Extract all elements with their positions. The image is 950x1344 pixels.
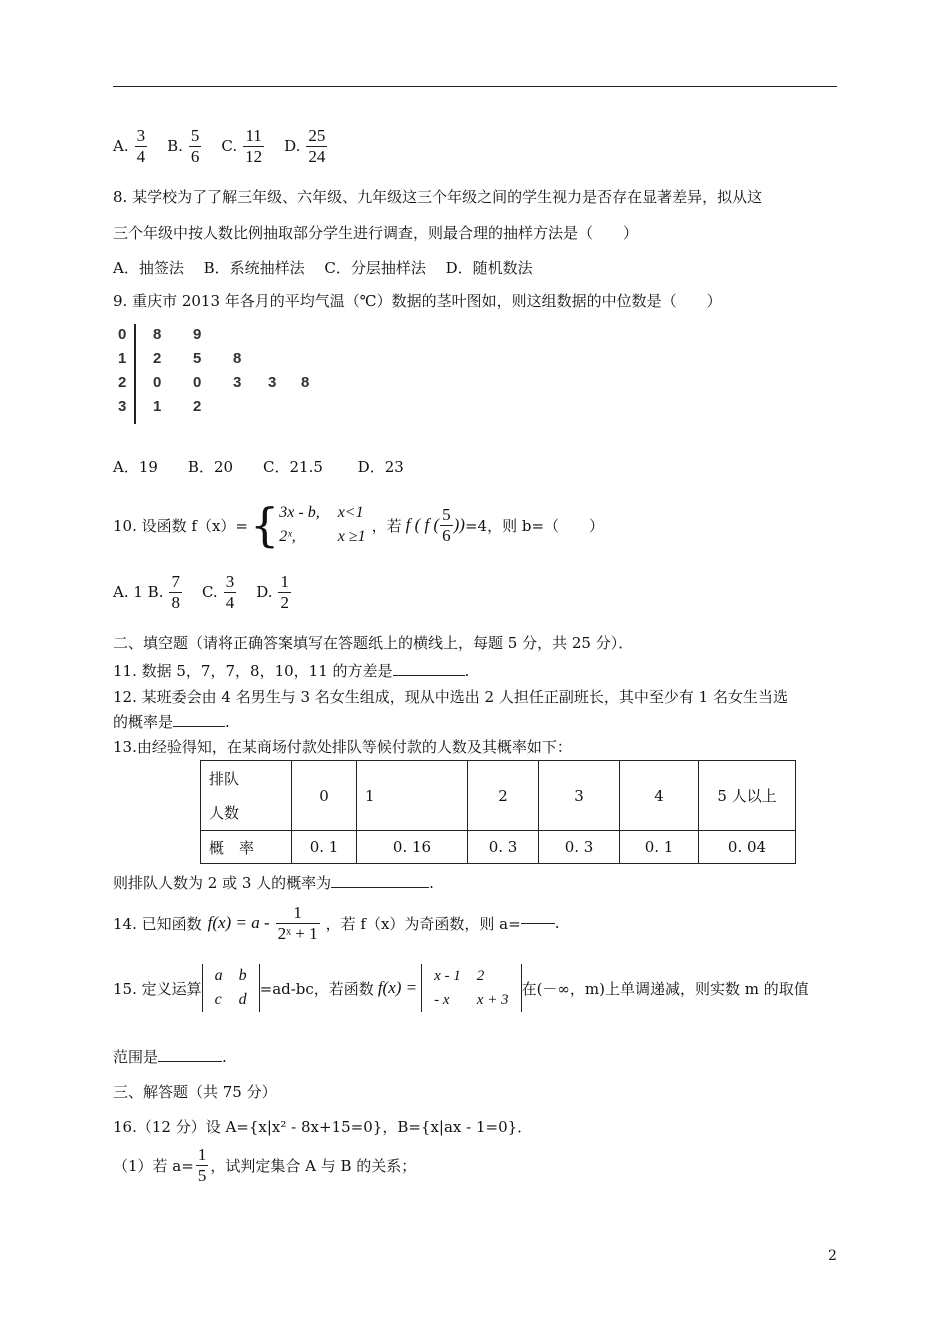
table-cell: 3: [539, 761, 620, 831]
q10-suffix: =4，则 b=（ ）: [464, 516, 605, 535]
q9-options: A．19 B．20 C．21.5 D．23: [113, 458, 404, 476]
leaf-value: 8: [233, 350, 242, 367]
q13-after: [113, 872, 434, 893]
header-count: 排队 人数: [201, 761, 292, 831]
q15-line2-text: 范围是: [113, 1048, 159, 1066]
q10-frac-c: $\frac{3}{4}$: [225, 572, 235, 612]
section3-heading: 三、解答题（共 75 分）: [113, 1083, 277, 1101]
table-cell: 0: [292, 761, 357, 831]
q10-frac-d: $\frac{1}{2}$: [280, 572, 289, 612]
q8-line2: 三个年级中按人数比例抽取部分学生进行调查，则最合理的抽样方法是（ ）: [113, 224, 639, 242]
q14-blank: [521, 923, 555, 924]
leaf-value: 8: [153, 326, 162, 343]
table-cell: 0. 3: [539, 831, 620, 864]
q11-end: .: [464, 662, 470, 680]
stem-value: 0: [118, 326, 127, 343]
table-cell: 0. 3: [468, 831, 539, 864]
q12-end: .: [225, 713, 230, 731]
leaf-value: 0: [193, 374, 202, 391]
q10-ff-frac: $\frac{5}{6}$: [442, 504, 451, 545]
case2-expr: 2ˣ,: [279, 528, 296, 545]
q12-text: 的概率是: [113, 713, 174, 731]
q14-end: .: [554, 914, 560, 932]
table-cell: 0. 1: [620, 831, 699, 864]
q15-mid: =ad-bc，若函数: [259, 979, 374, 998]
q13-text: 13.由经验得知，在某商场付款处排队等候付款的人数及其概率如下：: [113, 738, 572, 756]
q12-line2: [113, 711, 230, 732]
q10-line: [113, 495, 604, 555]
q15-det-fx: x - 1 2 - x x + 3: [421, 964, 521, 1012]
leaf-value: 8: [301, 374, 310, 391]
q13-end: .: [429, 874, 434, 892]
leaf-value: 0: [153, 374, 162, 391]
section2-heading: 二、填空题（请将正确答案填写在答题纸上的横线上，每题 5 分，共 25 分）．: [113, 634, 634, 652]
stem-value: 2: [118, 374, 127, 391]
header-rule: [113, 86, 837, 87]
q12-blank: [173, 726, 225, 727]
q7-option-label: C.: [221, 137, 238, 156]
q10-opt-a: A. 1 B.: [113, 583, 164, 602]
table-row-counts: [201, 761, 796, 831]
q8-options: A．抽签法 B．系统抽样法 C．分层抽样法 D．随机数法: [113, 259, 533, 277]
stem-value: 3: [118, 398, 127, 415]
q10-ff: f ( f (: [405, 515, 440, 534]
q13-after-text: 则排队人数为 2 或 3 人的概率为: [113, 874, 332, 892]
q7-option-label: B.: [167, 137, 183, 156]
q13-blank: [331, 887, 429, 888]
q15-prefix: 15. 定义运算: [113, 979, 202, 998]
table-cell: 1: [357, 761, 468, 831]
case2-cond: x ≥1: [337, 528, 366, 545]
q7-option-fraction: $\frac{5}{6}$: [190, 126, 200, 166]
q7-option-fraction: $\frac{11}{12}$: [245, 126, 263, 166]
q10-opt-d: D.: [256, 583, 273, 602]
q10-frac-b: $\frac{7}{8}$: [171, 572, 180, 612]
q7-option-label: D.: [284, 137, 301, 156]
q9-text: 9. 重庆市 2013 年各月的平均气温（℃）数据的茎叶图如，则这组数据的中位数是（ ）: [113, 292, 722, 310]
brace-icon: {: [249, 498, 280, 552]
q7-option-label: A.: [113, 137, 129, 156]
q15-suffix: 在(－∞，m)上单调递减，则实数 m 的取值: [521, 979, 809, 998]
q10-mid: ，若: [371, 516, 402, 535]
q7-option-fraction: $\frac{3}{4}$: [136, 126, 146, 166]
probability-table: [200, 760, 796, 864]
table-cell: 2: [468, 761, 539, 831]
q10-piecewise: [249, 498, 366, 552]
q12-line1: 12. 某班委会由 4 名男生与 3 名女生组成，现从中选出 2 人担任正副班长，其中至少有 1 名女生当选: [113, 688, 788, 706]
q16-part1: [113, 1142, 416, 1188]
leaf-value: 1: [153, 398, 162, 415]
stem-divider: [134, 324, 136, 424]
q16-part1-suffix: ，试判定集合 A 与 B 的关系；: [210, 1156, 417, 1175]
q15-line2: [113, 1046, 227, 1067]
q14-suffix: ，若 f（x）为奇函数，则 a=: [325, 914, 521, 933]
q8-line1: 8. 某学校为了了解三年级、六年级、九年级这三个年级之间的学生视力是否存在显著差异，拟从这: [113, 188, 763, 206]
q16-part1-prefix: （1）若 a=: [113, 1156, 194, 1175]
q7-options: [113, 126, 333, 166]
q10-opt-c: C.: [201, 583, 218, 602]
table-cell: 5 人以上: [699, 761, 796, 831]
leaf-value: 3: [233, 374, 242, 391]
table-row-probs: [201, 831, 796, 864]
q10-options: [113, 572, 297, 612]
q11-blank: [393, 675, 465, 676]
page-number: 2: [828, 1248, 837, 1264]
q10-prefix: 10. 设函数 f（x）=: [113, 516, 248, 535]
leaf-value: 3: [268, 374, 277, 391]
q15-blank: [158, 1061, 222, 1062]
leaf-value: 5: [193, 350, 202, 367]
q15-det-def: a b c d: [202, 964, 260, 1012]
q14: [113, 900, 559, 946]
table-cell: 0. 1: [292, 831, 357, 864]
q16-frac: $\frac{1}{5}$: [197, 1144, 207, 1185]
q7-option-fraction: $\frac{25}{24}$: [308, 126, 326, 166]
table-cell: 0. 04: [699, 831, 796, 864]
q11: [113, 660, 469, 681]
case1-cond: x<1: [337, 504, 364, 521]
stem-value: 1: [118, 350, 127, 367]
q14-fx: f(x) = a -: [207, 913, 270, 932]
q15: [113, 960, 809, 1016]
q14-prefix: 14. 已知函数: [113, 914, 202, 933]
case1-expr: 3x - b,: [279, 504, 320, 521]
leaf-value: 9: [193, 326, 202, 343]
q11-text: 11. 数据 5，7，7，8，10，11 的方差是: [113, 662, 393, 680]
q15-fx: f(x) =: [377, 978, 418, 997]
q10-ff-close: )): [453, 515, 465, 534]
q14-frac: $\frac{1}{\text{2ˣ + 1}}$: [277, 902, 318, 943]
table-cell: 4: [620, 761, 699, 831]
header-prob: 概 率: [201, 831, 292, 864]
stem-leaf-plot: [113, 322, 373, 426]
table-cell: 0. 16: [357, 831, 468, 864]
leaf-value: 2: [193, 398, 202, 415]
q15-end: .: [222, 1048, 227, 1066]
leaf-value: 2: [153, 350, 162, 367]
q16: 16.（12 分）设 A={x|x² - 8x+15=0}，B={x|ax - 1=0}．: [113, 1118, 533, 1136]
